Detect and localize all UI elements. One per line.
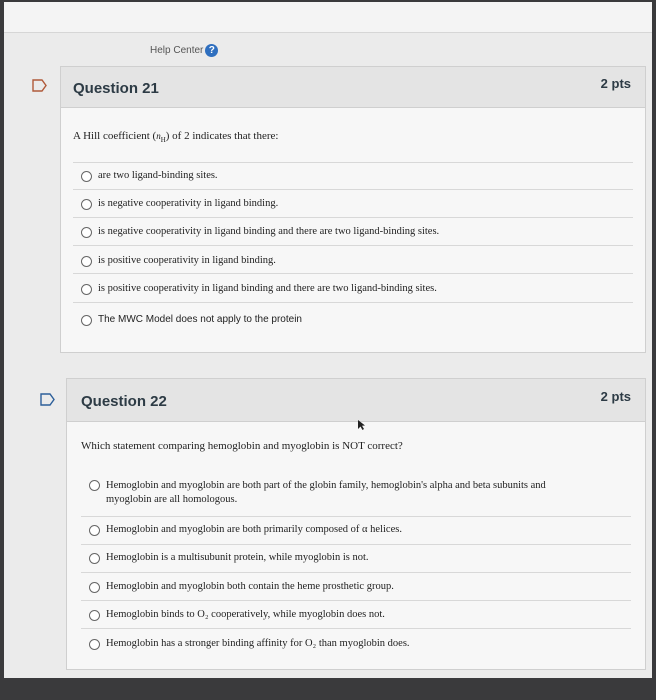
radio-button[interactable] (81, 315, 92, 326)
answer-option[interactable] (81, 198, 278, 210)
answer-option[interactable] (81, 314, 302, 326)
answer-label: are two ligand-binding sites. (98, 170, 218, 181)
answer-option[interactable] (89, 552, 369, 564)
answer-option[interactable] (89, 479, 589, 507)
answer-option[interactable] (89, 581, 394, 593)
answer-label: Hemoglobin and myoglobin are both primarily composed of α helices. (106, 524, 402, 535)
question-mark-icon: ? (205, 44, 218, 57)
question-22-header (67, 379, 645, 422)
answer-option[interactable] (89, 524, 402, 536)
radio-button[interactable] (89, 639, 100, 650)
radio-button[interactable] (81, 256, 92, 267)
answer-option[interactable] (81, 255, 276, 267)
radio-button[interactable] (81, 199, 92, 210)
answer-option[interactable] (81, 283, 437, 295)
answer-option[interactable] (89, 638, 410, 650)
answer-option[interactable] (81, 170, 218, 182)
answer-option[interactable] (89, 609, 385, 621)
question-22-points: 2 pts (600, 389, 631, 404)
answer-label: Hemoglobin and myoglobin both contain the heme prosthetic group. (106, 581, 394, 592)
radio-button[interactable] (89, 525, 100, 536)
question-21-card (60, 66, 646, 353)
answer-label: Hemoglobin is a multisubunit protein, while myoglobin is not. (106, 552, 369, 563)
answer-label: Hemoglobin has a stronger binding affinity for O₂ than myoglobin does. (106, 638, 410, 649)
radio-button[interactable] (81, 227, 92, 238)
answer-label: is negative cooperativity in ligand binding and there are two ligand-binding sites. (98, 226, 440, 237)
radio-button[interactable] (89, 610, 100, 621)
answer-label: Hemoglobin and myoglobin are both part of the globin family, hemoglobin's alpha and beta subunits and myoglobin are all homologous. (106, 480, 546, 505)
quiz-page (4, 2, 652, 678)
radio-button[interactable] (89, 480, 100, 491)
flag-question-icon[interactable] (40, 393, 56, 406)
answer-label: is positive cooperativity in ligand binding and there are two ligand-binding sites. (98, 283, 437, 294)
answer-label: is negative cooperativity in ligand binding. (98, 198, 279, 209)
help-center-link[interactable] (150, 44, 218, 57)
answer-label: The MWC Model does not apply to the protein (98, 314, 302, 325)
top-bar (4, 2, 652, 33)
radio-button[interactable] (81, 284, 92, 295)
question-22-card (66, 378, 646, 670)
question-21-points: 2 pts (600, 76, 631, 91)
radio-button[interactable] (89, 553, 100, 564)
question-21-prompt: A Hill coefficient $(n_H)$ of 2 indicates that there: (73, 130, 279, 145)
answer-label: is positive cooperativity in ligand binding. (98, 255, 276, 266)
answer-option[interactable] (81, 226, 439, 238)
question-22-title: Question 22 (81, 393, 167, 410)
help-center-label: Help Center (150, 45, 204, 56)
mouse-cursor-icon (357, 419, 366, 431)
radio-button[interactable] (81, 171, 92, 182)
answer-label: Hemoglobin binds to O₂ cooperatively, while myoglobin does not. (106, 609, 385, 620)
flag-question-icon[interactable] (32, 79, 48, 92)
question-21-title: Question 21 (73, 80, 159, 97)
radio-button[interactable] (89, 582, 100, 593)
question-21-header (61, 67, 645, 108)
question-22-prompt: Which statement comparing hemoglobin and myoglobin is NOT correct? (81, 440, 403, 452)
